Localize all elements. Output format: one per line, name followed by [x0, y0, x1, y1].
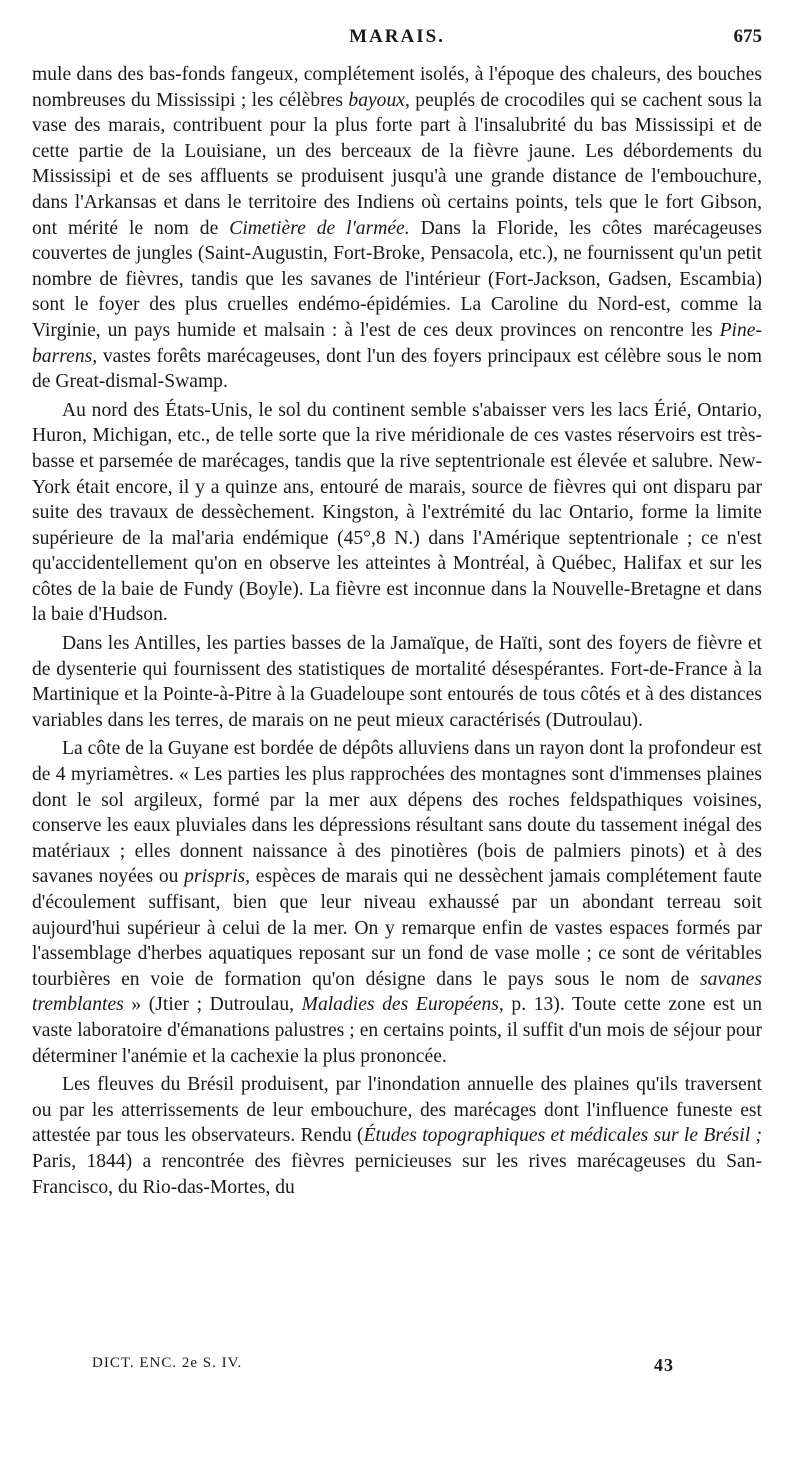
italic-text: Cimetière de l'armée. — [229, 217, 410, 239]
text-run: espèces de marais qui ne dessèchent jamais complétement faute d'écoulement suffisant, bien que leur niveau exhaussé par un abondant terreau soit aujourd'hui supérieur à celui de la mer. On y remarque enfin de vastes espaces formés par l'assemblage d'herbes aquatiques reposant sur un fond de vase molle ; ce sont de véritables tourbières en voie de formation qu'on désigne dans le pays sous le nom de — [32, 866, 762, 990]
running-title: MARAIS. — [349, 26, 445, 47]
text-run: vastes forêts marécageuses, dont l'un des foyers principaux est célèbre sous le nom de Great-dismal-Swamp. — [32, 345, 762, 393]
text-run: p. 13). Toute cette zone est un vaste laboratoire d'émanations palustres ; en certains points, il suffit d'un mois de séjour pour déterminer l'anémie et la cachexie la plus prononcée. — [32, 994, 763, 1067]
text-run: Au nord des États-Unis, le sol du continent semble s'abaisser vers les lacs Érié, Ontario, Huron, Michigan, etc., de telle sorte que la rive méridionale de ces vastes réservoirs est très-basse et parsemée de marécages, tandis que la rive septentrionale est élevée et salubre. New-York était encore, il y a quinze ans, entouré de marais, source de fièvres qui ont disparu par suite des travaux de dessèchement. Kingston, à l'extrémité du lac Ontario, forme la limite supérieure de la mal'aria endémique (45°,8 N.) dans l'Amérique septentrionale ; ce n'est qu'accidentellement qu'on en observe les atteintes à Montréal, à Québec, Halifax et sur les côtes de la baie de Fundy (Boyle). La fièvre est inconnue dans la Nouvelle-Bretagne et dans la baie d'Hudson. — [32, 399, 762, 626]
italic-text: Maladies des Européens, — [301, 994, 504, 1016]
signature-mark: DICT. ENC. 2e S. IV. — [92, 1355, 243, 1371]
paragraph — [32, 1072, 762, 1200]
paragraph — [32, 62, 762, 395]
paragraph — [32, 631, 762, 733]
italic-text: prispris, — [184, 866, 251, 888]
text-run: Dans les Antilles, les parties basses de la Jamaïque, de Haïti, sont des foyers de fièvre et de dysenterie qui fournissent des statistiques de mortalité désespérantes. Fort-de-France à la Martinique et la Pointe-à-Pitre à la Guadeloupe sont entourés de tous côtés et à des distances variables dans les terres, de marais on ne peut mieux caractérisés (Dutroulau). — [32, 633, 762, 731]
text-run: Dans la Floride, les côtes marécageuses couvertes de jungles (Saint-Augustin, Fort-Broke, Pensacola, etc.), ne fournissent qu'un petit nombre de fièvres, tandis que les savanes de l'intérieur (Fort-Jackson, Gadsen, Escambia) sont le foyer des plus cruelles endémo-épidémies. La Caroline du Nord-est, comme la Virginie, un pays humide et malsain : à l'est de ces deux provinces on rencontre les — [32, 217, 762, 341]
sheet-number: 43 — [654, 1355, 674, 1375]
page-number: 675 — [733, 26, 762, 47]
text-run: » (Jtier ; Dutroulau, — [123, 994, 302, 1016]
body-text — [32, 62, 762, 1200]
page-footer — [92, 1355, 762, 1383]
italic-text: Études topographiques et médicales sur le Brésil ; — [363, 1125, 762, 1147]
italic-text: savanes tremblantes — [32, 968, 762, 1016]
text-run: Les fleuves du Brésil produisent, par l'inondation annuelle des plaines qu'ils traversent ou par les atterrissements de leur embouchure, des marécages dont l'influence funeste est attestée par tous les observateurs. Rendu ( — [32, 1074, 762, 1147]
text-run: Paris, 1844) a rencontrée des fièvres pernicieuses sur les rives marécageuses du San-Francisco, du Rio-das-Mortes, du — [32, 1150, 762, 1198]
italic-text: Pine-barrens, — [32, 319, 762, 367]
text-run: mule dans des bas-fonds fangeux, complétement isolés, à l'époque des chaleurs, des bouches nombreuses du Mississipi ; les célèbres — [32, 64, 762, 111]
running-header — [32, 26, 762, 56]
italic-text: bayoux — [348, 89, 405, 111]
paragraph — [32, 736, 762, 1069]
text-run: La côte de la Guyane est bordée de dépôts alluviens dans un rayon dont la profondeur est de 4 myriamètres. « Les parties les plus rapprochées des montagnes sont d'immenses plaines dont le sol argileux, formé par la mer aux dépens des roches feldspathiques voisines, conserve les eaux pluviales dans les dépressions résultant sans doute du tassement inégal des matériaux ; elles donnent naissance à des pinotières (bois de palmiers pinots) et à des savanes noyées ou — [32, 738, 762, 888]
text-run: , peuplés de crocodiles qui se cachent sous la vase des marais, contribuent pour la plus forte part à l'insalubrité du bas Mississipi et de cette partie de la Louisiane, un des berceaux de la fièvre jaune. Les débordements du Mississipi et de ses affluents se produisent jusqu'à une grande distance de l'embouchure, dans l'Arkansas et dans le territoire des Indiens où certains points, tels que le fort Gibson, ont mérité le nom de — [32, 89, 762, 239]
paragraph — [32, 398, 762, 628]
